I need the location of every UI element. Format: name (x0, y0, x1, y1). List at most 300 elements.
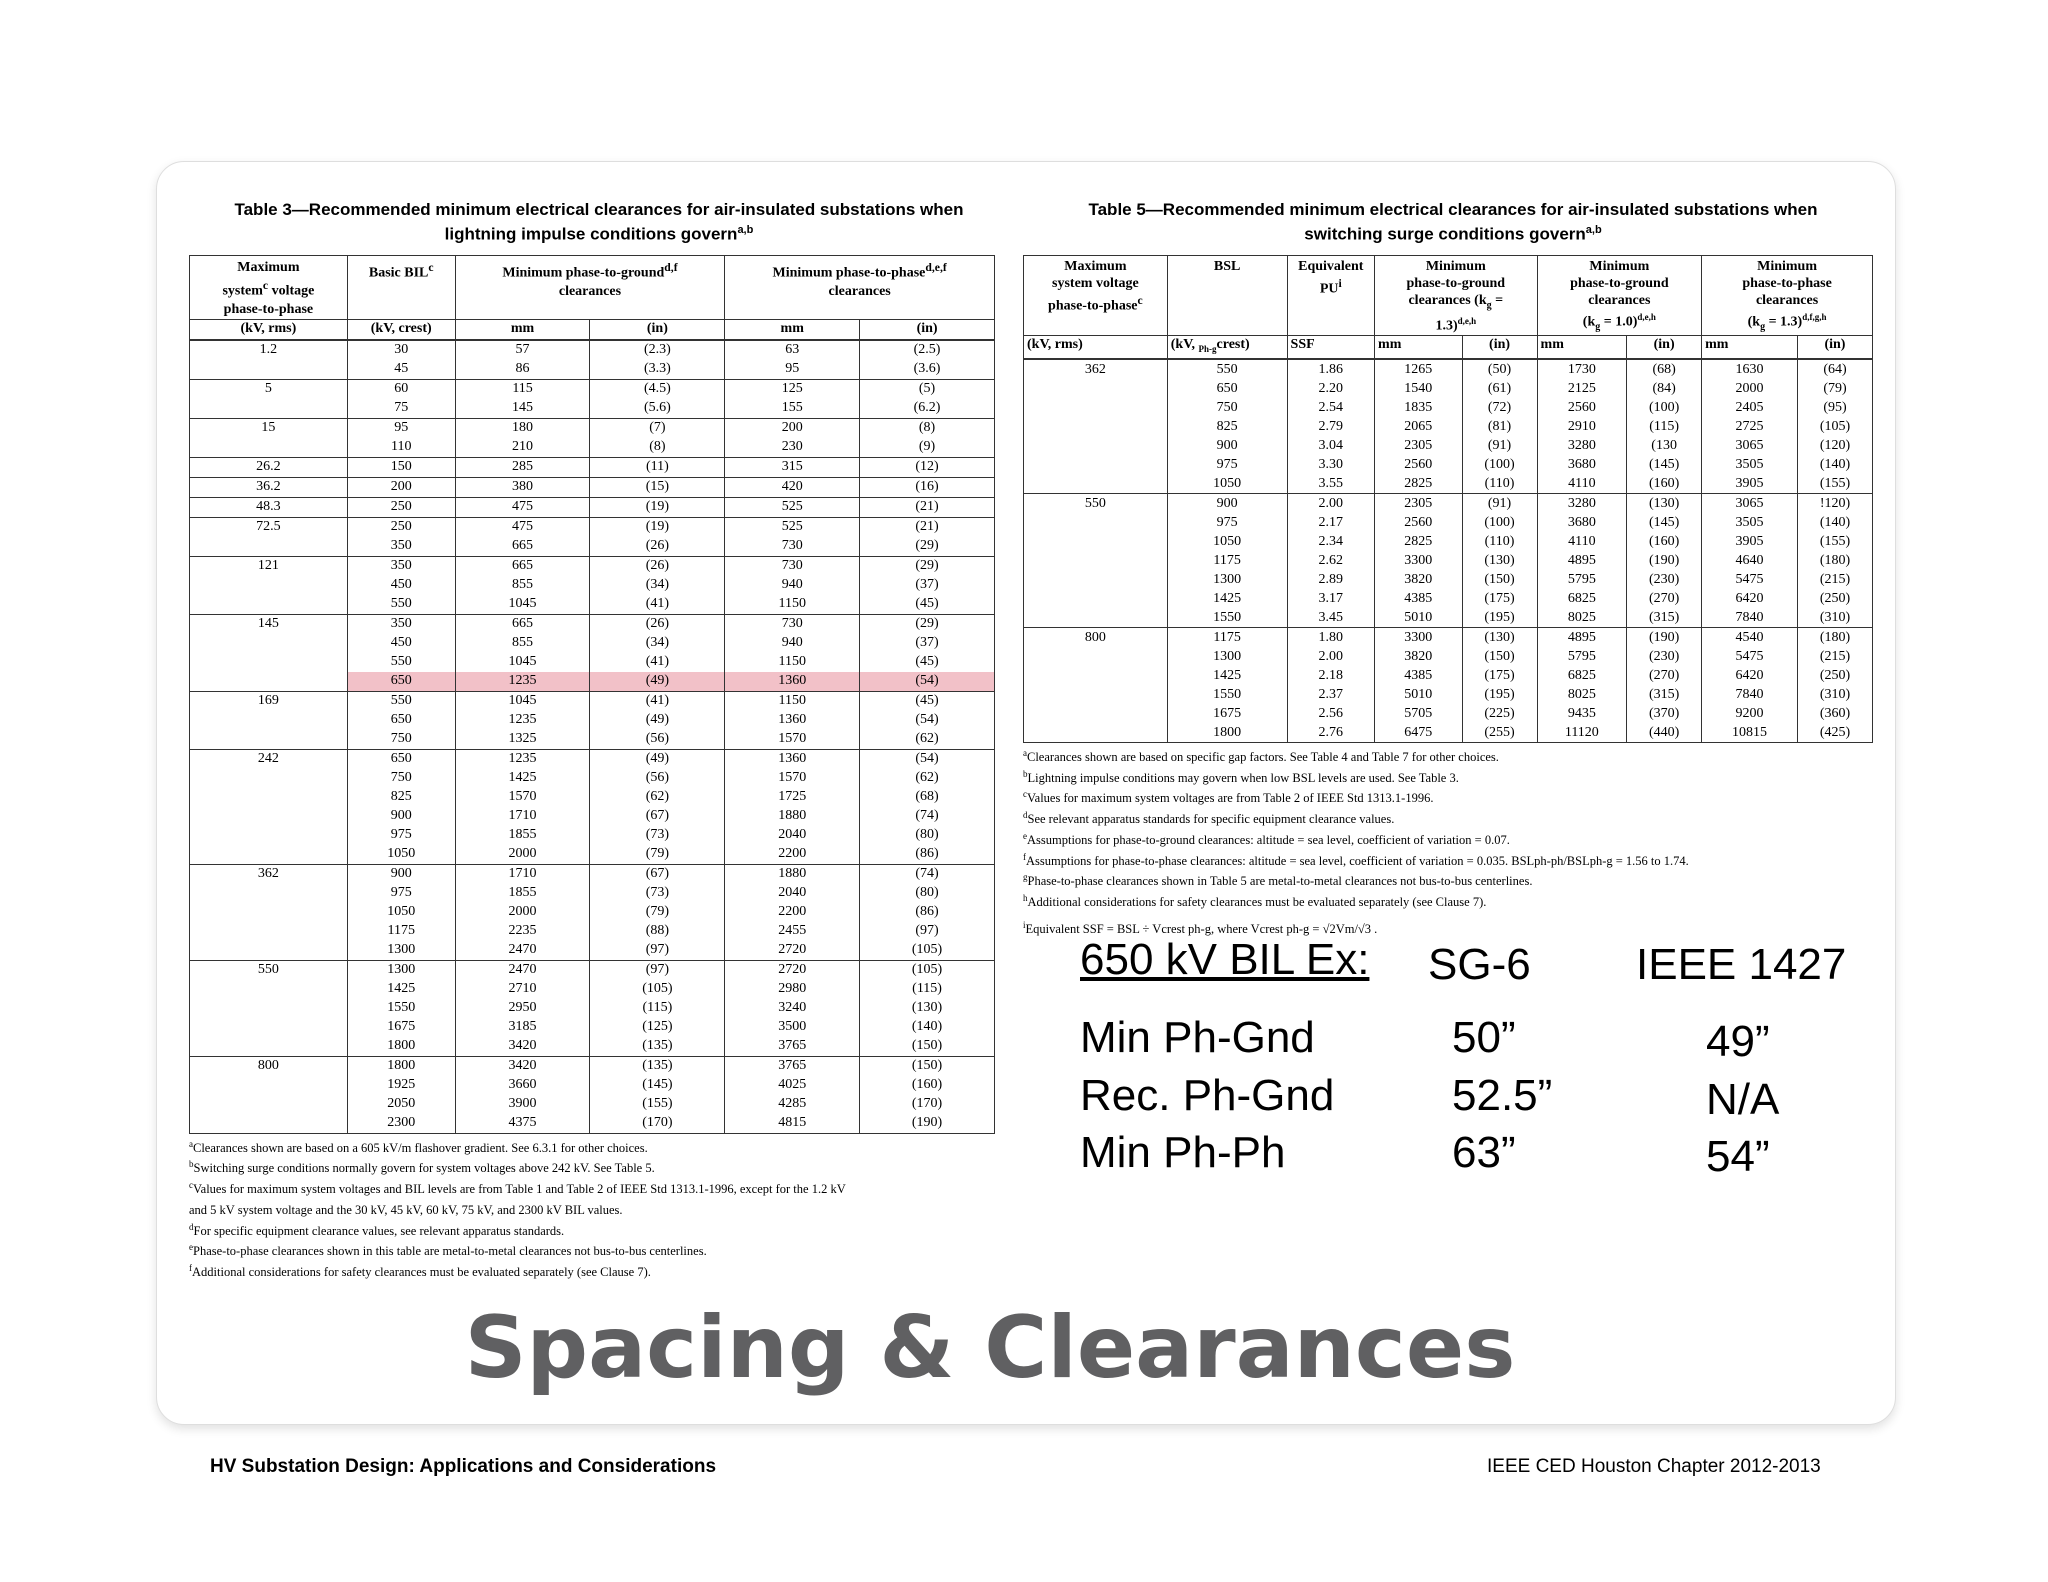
t3-cell-voltage-empty (190, 653, 348, 672)
t5-cell-bsl: 1800 (1167, 723, 1287, 743)
t5-cell-g10-mm: 4895 (1537, 551, 1627, 570)
t3-cell-pp-mm: 3240 (725, 999, 860, 1018)
t3-cell-pp-mm: 1360 (725, 749, 860, 769)
t5-cell-bsl: 975 (1167, 513, 1287, 532)
t5-cell-g13-mm: 5010 (1375, 685, 1463, 704)
t3-cell-pp-in: (86) (860, 903, 995, 922)
t5-cell-ssf: 2.00 (1287, 647, 1375, 666)
t3-cell-pg-in: (73) (590, 826, 725, 845)
t5-cell-ssf: 3.30 (1287, 455, 1375, 474)
t3-cell-pp-mm: 1570 (725, 730, 860, 750)
t3-cell-pp-mm: 155 (725, 399, 860, 419)
t3-cell-pg-in: (67) (590, 807, 725, 826)
t5-cell-voltage-empty (1024, 685, 1168, 704)
t5-cell-ssf: 3.17 (1287, 589, 1375, 608)
t3-cell-voltage-empty (190, 672, 348, 692)
t3-cell-voltage: 242 (190, 749, 348, 769)
t3-cell-pp-in: (6.2) (860, 399, 995, 419)
t3-cell-pg-mm: 1570 (455, 788, 590, 807)
t5-cell-pp-mm: 2725 (1702, 417, 1798, 436)
t3-cell-voltage-empty (190, 1018, 348, 1037)
t5-cell-g13-in: (50) (1462, 359, 1537, 379)
t5-cell-pp-in: (105) (1797, 417, 1872, 436)
t5-cell-g10-in: (145) (1627, 455, 1702, 474)
t3-cell-bil: 650 (347, 749, 455, 769)
t5-row (1024, 493, 1873, 513)
t3-cell-bil: 1800 (347, 1056, 455, 1076)
t5-row (1024, 570, 1873, 589)
t5-row (1024, 608, 1873, 628)
t5-cell-pp-mm: 5475 (1702, 647, 1798, 666)
table3-title-sup: a,b (737, 224, 754, 236)
t5-cell-pp-mm: 3505 (1702, 455, 1798, 474)
example-row-label: Rec. Ph-Gnd (1080, 1071, 1335, 1120)
t3-cell-bil: 1675 (347, 1018, 455, 1037)
t5-cell-bsl: 1675 (1167, 704, 1287, 723)
t3-note (189, 1260, 1009, 1281)
t5-cell-bsl: 900 (1167, 493, 1287, 513)
t3-cell-pg-in: (41) (590, 653, 725, 672)
t5-cell-g13-in: (81) (1462, 417, 1537, 436)
t3-cell-voltage-empty (190, 980, 348, 999)
t3-header-pg (455, 255, 725, 320)
t3-cell-bil: 550 (347, 691, 455, 711)
t5-cell-g10-in: (370) (1627, 704, 1702, 723)
t3-cell-pp-mm: 95 (725, 360, 860, 380)
t5-cell-bsl: 1425 (1167, 589, 1287, 608)
t3-cell-bil: 1050 (347, 903, 455, 922)
t5-unit-bsl (1167, 336, 1287, 359)
t3-cell-pp-mm: 2720 (725, 941, 860, 961)
t3-cell-bil: 2050 (347, 1095, 455, 1114)
t5-cell-voltage-empty (1024, 513, 1168, 532)
t3-cell-pg-in: (79) (590, 903, 725, 922)
t3-cell-voltage-empty (190, 903, 348, 922)
t5-note-text: Values for maximum system voltages are from Table 2 of IEEE Std 1313.1-1996. (1027, 791, 1434, 806)
t3-cell-voltage-empty (190, 1095, 348, 1114)
t3-cell-pp-in: (29) (860, 537, 995, 557)
t5-cell-pp-mm: 6420 (1702, 666, 1798, 685)
t5-cell-pp-in: (79) (1797, 379, 1872, 398)
t3-cell-pg-mm: 2470 (455, 941, 590, 961)
t3-cell-pp-in: (80) (860, 884, 995, 903)
t5-cell-g10-mm: 4110 (1537, 474, 1627, 494)
t5-cell-bsl: 975 (1167, 455, 1287, 474)
t3-cell-pp-in: (2.5) (860, 340, 995, 360)
t3-cell-pp-in: (160) (860, 1076, 995, 1095)
t5-cell-pp-in: (180) (1797, 627, 1872, 647)
t5-h-pu-sup: i (1338, 276, 1342, 290)
t3-cell-pp-mm: 2720 (725, 960, 860, 980)
t5-cell-pp-in: (425) (1797, 723, 1872, 743)
footer-right: IEEE CED Houston Chapter 2012-2013 (1487, 1456, 1821, 1477)
t3-cell-pg-in: (105) (590, 980, 725, 999)
t3-cell-pg-in: (67) (590, 864, 725, 884)
t5-cell-g13-in: (91) (1462, 493, 1537, 513)
t5-cell-g10-in: (190) (1627, 551, 1702, 570)
t3-row (190, 399, 995, 419)
t5-row (1024, 723, 1873, 743)
t3-row (190, 884, 995, 903)
t5-cell-pp-in: (250) (1797, 589, 1872, 608)
t5-cell-pp-in: (215) (1797, 570, 1872, 589)
t3-row (190, 788, 995, 807)
table3-body (190, 340, 995, 1134)
t3-cell-pg-mm: 380 (455, 477, 590, 497)
t5-cell-g13-mm: 2825 (1375, 532, 1463, 551)
t3-cell-pp-in: (8) (860, 418, 995, 438)
t3-cell-voltage-empty (190, 634, 348, 653)
t3-cell-pp-mm: 4815 (725, 1114, 860, 1134)
t3-cell-voltage-empty (190, 711, 348, 730)
t5-note-text: Clearances shown are based on specific gap factors. See Table 4 and Table 7 for other choices. (1027, 750, 1499, 765)
t3-cell-pp-in: (54) (860, 672, 995, 692)
t5-cell-g10-in: (145) (1627, 513, 1702, 532)
t3-cell-pg-mm: 2470 (455, 960, 590, 980)
t5-h-max: Maximum (1064, 258, 1127, 274)
t3-cell-pg-mm: 3660 (455, 1076, 590, 1095)
t5-note-marker: f (1023, 851, 1026, 862)
t3-row (190, 845, 995, 865)
t3-note-text: Clearances shown are based on a 605 kV/m flashover gradient. See 6.3.1 for other choices. (193, 1140, 648, 1155)
t3-cell-pg-mm: 665 (455, 556, 590, 576)
t5-cell-pp-mm: 10815 (1702, 723, 1798, 743)
t5-cell-ssf: 2.00 (1287, 493, 1375, 513)
table5-block (1023, 199, 1883, 938)
t3-cell-bil: 45 (347, 360, 455, 380)
t5-cell-pp-mm: 3905 (1702, 532, 1798, 551)
t5-cell-voltage-empty (1024, 436, 1168, 455)
t3-cell-pg-mm: 4375 (455, 1114, 590, 1134)
t3-cell-bil: 1050 (347, 845, 455, 865)
t5-cell-g10-in: (115) (1627, 417, 1702, 436)
t3-cell-pg-mm: 475 (455, 517, 590, 537)
t3-cell-pp-mm: 3765 (725, 1056, 860, 1076)
t3-cell-pp-mm: 4285 (725, 1095, 860, 1114)
t5-cell-g10-in: (230) (1627, 570, 1702, 589)
t3-cell-pp-in: (45) (860, 595, 995, 615)
t5-cell-pp-in: (155) (1797, 532, 1872, 551)
t5-cell-pp-in: (360) (1797, 704, 1872, 723)
t5-h-g13-eq: = (1491, 292, 1504, 308)
t3-cell-pp-mm: 2200 (725, 845, 860, 865)
t5-cell-pp-in: (310) (1797, 685, 1872, 704)
t3-cell-pp-in: (97) (860, 922, 995, 941)
t3-note-marker: d (189, 1221, 194, 1232)
t5-cell-ssf: 2.20 (1287, 379, 1375, 398)
t3-cell-bil: 95 (347, 418, 455, 438)
t3-h-max: Maximum (237, 259, 300, 275)
t5-h-pp13-sup: d,f,g,h (1802, 311, 1827, 322)
t5-row (1024, 379, 1873, 398)
t3-cell-bil: 350 (347, 614, 455, 634)
t3-cell-voltage: 48.3 (190, 497, 348, 517)
t5-cell-pp-in: (310) (1797, 608, 1872, 628)
t5-h-pp13-2: phase-to-phase (1742, 275, 1832, 291)
t3-cell-voltage-empty (190, 576, 348, 595)
t5-cell-g13-mm: 1835 (1375, 398, 1463, 417)
t5-cell-g13-in: (225) (1462, 704, 1537, 723)
t5-row (1024, 666, 1873, 685)
t5-cell-g13-mm: 4385 (1375, 589, 1463, 608)
t3-unit-mm-pp: mm (725, 320, 860, 340)
t5-row (1024, 685, 1873, 704)
t3-cell-pp-mm: 200 (725, 418, 860, 438)
t5-cell-g10-mm: 4110 (1537, 532, 1627, 551)
t3-row (190, 556, 995, 576)
example-row-sg6: 50” (1452, 1013, 1516, 1062)
t5-cell-pp-in: (140) (1797, 513, 1872, 532)
t5-cell-g10-in: (315) (1627, 685, 1702, 704)
t5-h-pp-sup: c (1137, 293, 1143, 307)
t3-note-marker: b (189, 1159, 194, 1170)
t3-cell-voltage-empty (190, 537, 348, 557)
t3-cell-bil: 550 (347, 595, 455, 615)
t3-cell-pg-mm: 180 (455, 418, 590, 438)
t5-cell-voltage-empty (1024, 455, 1168, 474)
t3-row (190, 672, 995, 692)
t3-cell-pp-in: (29) (860, 556, 995, 576)
t5-cell-g10-mm: 3280 (1537, 436, 1627, 455)
t3-cell-pp-mm: 3500 (725, 1018, 860, 1037)
t5-cell-bsl: 750 (1167, 398, 1287, 417)
t3-cell-pg-mm: 2710 (455, 980, 590, 999)
footer-left: HV Substation Design: Applications and Considerations (210, 1456, 717, 1477)
t5-row (1024, 474, 1873, 494)
t3-note-text: Values for maximum system voltages and BIL levels are from Table 1 and Table 2 of IEEE Std 1313.1-1996, except for the 1.2 kV (193, 1182, 846, 1197)
t5-cell-g13-mm: 2560 (1375, 455, 1463, 474)
t3-row (190, 769, 995, 788)
t3-cell-voltage: 26.2 (190, 457, 348, 477)
t5-note (1023, 890, 1883, 911)
t3-cell-pp-in: (170) (860, 1095, 995, 1114)
t5-note (1023, 766, 1883, 787)
t5-cell-g10-mm: 8025 (1537, 685, 1627, 704)
t3-cell-pg-in: (56) (590, 769, 725, 788)
t5-cell-pp-mm: 6420 (1702, 589, 1798, 608)
t3-h-pg: Minimum phase-to-ground (502, 265, 665, 281)
t5-h-g13-sup: d,e,h (1457, 316, 1477, 327)
t3-cell-pp-in: (21) (860, 497, 995, 517)
t5-note-text: See relevant apparatus standards for specific equipment clearance values. (1027, 812, 1395, 827)
t5-cell-g13-mm: 6475 (1375, 723, 1463, 743)
t5-cell-g13-mm: 5705 (1375, 704, 1463, 723)
t3-cell-pp-in: (54) (860, 749, 995, 769)
t3-cell-pg-in: (26) (590, 614, 725, 634)
t3-cell-pp-in: (12) (860, 457, 995, 477)
t5-cell-g13-mm: 4385 (1375, 666, 1463, 685)
t5-cell-pp-in: !120) (1797, 493, 1872, 513)
t5-cell-g10-in: (160) (1627, 474, 1702, 494)
example-col-sg6: SG-6 (1428, 940, 1531, 989)
t5-row (1024, 627, 1873, 647)
t3-cell-pp-mm: 2980 (725, 980, 860, 999)
t5-cell-g13-mm: 2560 (1375, 513, 1463, 532)
t3-cell-bil: 350 (347, 537, 455, 557)
t3-row (190, 1037, 995, 1057)
t3-cell-pp-mm: 4025 (725, 1076, 860, 1095)
t5-cell-bsl: 650 (1167, 379, 1287, 398)
t5-cell-pp-mm: 4540 (1702, 627, 1798, 647)
t3-h-sys-sup: c (262, 278, 269, 292)
table5-title (1023, 199, 1883, 245)
t3-cell-voltage-empty (190, 1037, 348, 1057)
t5-note-marker: a (1023, 747, 1027, 758)
t3-cell-voltage: 145 (190, 614, 348, 634)
t5-h-pp13-4: (k (1747, 314, 1761, 330)
t5-cell-g10-in: (130) (1627, 493, 1702, 513)
t3-note (189, 1219, 1009, 1240)
t3-cell-pp-mm: 730 (725, 537, 860, 557)
t5-cell-bsl: 825 (1167, 417, 1287, 436)
t5-cell-g10-mm: 6825 (1537, 589, 1627, 608)
t5-cell-g13-in: (175) (1462, 666, 1537, 685)
t3-cell-pg-in: (19) (590, 517, 725, 537)
t3-cell-voltage-empty (190, 1076, 348, 1095)
t3-cell-pg-mm: 2235 (455, 922, 590, 941)
t5-cell-g13-in: (110) (1462, 474, 1537, 494)
t5-cell-g13-in: (61) (1462, 379, 1537, 398)
t5-u-bsl2: crest) (1216, 337, 1250, 353)
example-row-ieee: 54” (1706, 1132, 1770, 1181)
t3-cell-bil: 75 (347, 399, 455, 419)
t5-note-text: Assumptions for phase-to-phase clearances: altitude = sea level, coefficient of variation = 0.035. BSLph-ph/BSLph-g = 1.56 to 1.74. (1026, 853, 1689, 868)
t3-h-pg-sup: d,f (664, 260, 678, 274)
t3-cell-bil: 30 (347, 340, 455, 360)
t5-cell-g10-mm: 3680 (1537, 513, 1627, 532)
t5-unit-kv: (kV, rms) (1024, 336, 1168, 359)
t3-row (190, 1114, 995, 1134)
t5-cell-bsl: 1300 (1167, 647, 1287, 666)
t3-row (190, 960, 995, 980)
t5-cell-g13-mm: 2825 (1375, 474, 1463, 494)
t5-h-g10-3: clearances (1588, 292, 1651, 308)
t3-cell-pp-mm: 2040 (725, 826, 860, 845)
t5-cell-bsl: 1175 (1167, 551, 1287, 570)
t3-cell-bil: 650 (347, 711, 455, 730)
t3-cell-pp-mm: 2040 (725, 884, 860, 903)
t3-row (190, 941, 995, 961)
t5-cell-g10-mm: 5795 (1537, 647, 1627, 666)
slide-title: Spacing & Clearances (464, 1298, 1516, 1398)
t5-cell-g13-mm: 2305 (1375, 436, 1463, 455)
t5-h-g10-4b: = 1.0) (1600, 314, 1638, 330)
t3-cell-pg-in: (49) (590, 672, 725, 692)
t3-cell-pg-mm: 57 (455, 340, 590, 360)
t5-cell-g10-in: (230) (1627, 647, 1702, 666)
example-row-sg6: 52.5” (1452, 1071, 1553, 1120)
t5-cell-pp-mm: 2000 (1702, 379, 1798, 398)
t3-cell-bil: 900 (347, 807, 455, 826)
t5-row (1024, 417, 1873, 436)
t5-cell-pp-mm: 3905 (1702, 474, 1798, 494)
t5-cell-g10-mm: 6825 (1537, 666, 1627, 685)
t5-row (1024, 398, 1873, 417)
t3-cell-pg-in: (135) (590, 1037, 725, 1057)
t3-cell-pp-in: (190) (860, 1114, 995, 1134)
t5-cell-pp-mm: 9200 (1702, 704, 1798, 723)
t3-note-text: Additional considerations for safety clearances must be evaluated separately (see Clause 7). (192, 1265, 651, 1280)
t3-row (190, 614, 995, 634)
t5-h-pp13-sub: g (1760, 321, 1766, 333)
t3-cell-voltage-empty (190, 941, 348, 961)
t5-row (1024, 455, 1873, 474)
t5-cell-g10-mm: 3680 (1537, 455, 1627, 474)
t5-cell-g10-in: (160) (1627, 532, 1702, 551)
t3-note-marker: e (189, 1242, 193, 1253)
t3-cell-bil: 350 (347, 556, 455, 576)
t5-cell-g13-in: (100) (1462, 513, 1537, 532)
table3-block (189, 199, 1009, 1281)
t3-cell-pg-mm: 1855 (455, 884, 590, 903)
t5-cell-g10-in: (270) (1627, 589, 1702, 608)
t5-cell-g13-in: (130) (1462, 551, 1537, 570)
t5-cell-ssf: 2.89 (1287, 570, 1375, 589)
t5-cell-g10-in: (440) (1627, 723, 1702, 743)
t3-note-marker: a (189, 1138, 193, 1149)
t3-row (190, 653, 995, 672)
t3-cell-pg-mm: 145 (455, 399, 590, 419)
t3-cell-pp-in: (86) (860, 845, 995, 865)
t3-cell-pp-mm: 2455 (725, 922, 860, 941)
t5-cell-voltage-empty (1024, 608, 1168, 628)
t5-header-pp13 (1702, 255, 1873, 335)
t3-row (190, 595, 995, 615)
t5-cell-voltage-empty (1024, 551, 1168, 570)
t5-cell-g10-in: (84) (1627, 379, 1702, 398)
t3-row (190, 1095, 995, 1114)
t3-h-pg2: clearances (558, 283, 622, 299)
t3-unit-in-pg: (in) (590, 320, 725, 340)
t3-cell-voltage: 169 (190, 691, 348, 711)
t5-cell-ssf: 1.86 (1287, 359, 1375, 379)
t3-h-volt: voltage (268, 283, 315, 299)
t5-cell-pp-mm: 3065 (1702, 436, 1798, 455)
t3-cell-pg-mm: 1855 (455, 826, 590, 845)
t3-cell-bil: 250 (347, 517, 455, 537)
t5-h-pp13-1: Minimum (1757, 258, 1817, 274)
t3-cell-pp-in: (5) (860, 379, 995, 399)
t3-cell-bil: 200 (347, 477, 455, 497)
t3-note-text: Phase-to-phase clearances shown in this table are metal-to-metal clearances not bus-to-bus centerlines. (193, 1244, 707, 1259)
t5-unit-ssf: SSF (1287, 336, 1375, 359)
t5-cell-pp-in: (140) (1797, 455, 1872, 474)
t3-cell-pp-in: (140) (860, 1018, 995, 1037)
t3-row (190, 438, 995, 458)
t3-cell-pp-mm: 63 (725, 340, 860, 360)
t3-cell-bil: 550 (347, 653, 455, 672)
t5-note (1023, 849, 1883, 870)
t5-cell-g10-mm: 2125 (1537, 379, 1627, 398)
t3-cell-pp-in: (150) (860, 1037, 995, 1057)
t3-h-ph: Minimum phase-to-phase (772, 265, 926, 281)
t3-note-marker: f (189, 1263, 192, 1273)
table5-title-line2: switching surge conditions govern (1304, 224, 1586, 244)
t5-cell-ssf: 2.79 (1287, 417, 1375, 436)
t3-cell-pg-in: (145) (590, 1076, 725, 1095)
t3-cell-pg-mm: 855 (455, 576, 590, 595)
t3-cell-voltage-empty (190, 730, 348, 750)
t3-cell-pp-mm: 1150 (725, 691, 860, 711)
t3-cell-pg-in: (11) (590, 457, 725, 477)
t3-cell-bil: 825 (347, 788, 455, 807)
t5-row (1024, 532, 1873, 551)
t3-cell-pg-mm: 1325 (455, 730, 590, 750)
t5-cell-bsl: 1050 (1167, 474, 1287, 494)
t3-row (190, 922, 995, 941)
t3-cell-pg-in: (8) (590, 438, 725, 458)
t5-cell-pp-in: (250) (1797, 666, 1872, 685)
